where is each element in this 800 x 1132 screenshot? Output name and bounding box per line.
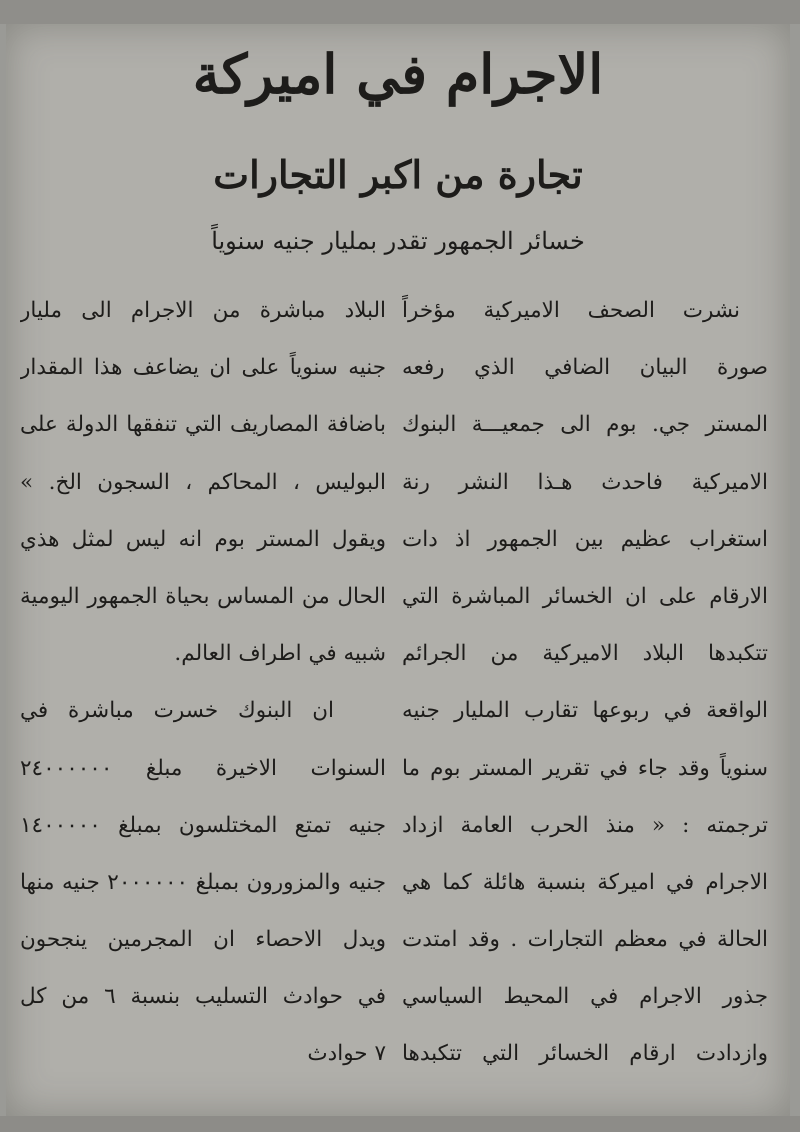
text-line: وازدادت ارقام الخسائر التي تتكبدها [402, 1041, 768, 1067]
text-line: صورة البيان الضافي الذي رفعه [402, 355, 768, 381]
text-line: الاجرام في اميركة بنسبة هائلة كما هي [402, 869, 768, 895]
text-line: جذور الاجرام في المحيط السياسي [402, 984, 768, 1010]
text-line: المستر جي. بوم الى جمعيـــة البنوك [402, 412, 768, 438]
text-line: نشرت الصحف الاميركية مؤخراً [402, 298, 740, 323]
text-line: سنوياً وقد جاء في تقرير المستر بوم ما [402, 755, 768, 781]
text-line: تتكبدها البلاد الاميركية من الجرائم [402, 641, 768, 667]
article-column-left [20, 282, 386, 1083]
text-line: الاميركية فاحدث هـذا النشر رنة [402, 469, 768, 495]
text-line: جنيه تمتع المختلسون بمبلغ ١٤٠٠٠٠٠ [20, 812, 386, 838]
text-line: الحالة في معظم التجارات . وقد امتدت [402, 927, 768, 953]
article-tagline: خسائر الجمهور تقدر بمليار جنيه سنوياً [211, 227, 585, 255]
text-line: شبيه في اطراف العالم. [174, 641, 386, 667]
article-headline: الاجرام في اميركة [192, 42, 604, 106]
text-line: ويقول المستر بوم انه ليس لمثل هذي [20, 526, 386, 552]
text-line: باضافة المصاريف التي تنفقها الدولة على [20, 412, 386, 438]
text-line: البوليس ، المحاكم ، السجون الخ. » [20, 469, 386, 495]
scan-bottom-edge [0, 1116, 800, 1132]
article-subheadline: تجارة من اكبر التجارات [213, 152, 583, 197]
text-line: جنيه والمزورون بمبلغ ٢٠٠٠٠٠٠ جنيه منها [20, 869, 386, 895]
text-line: السنوات الاخيرة مبلغ ٢٤٠٠٠٠٠٠ [20, 755, 386, 781]
text-line: الواقعة في ربوعها تقارب المليار جنيه [402, 698, 768, 724]
article-column-right [402, 282, 768, 1083]
text-line: جنيه سنوياً على ان يضاعف هذا المقدار [20, 355, 386, 381]
text-line: الحال من المساس بحياة الجمهور اليومية [20, 583, 386, 609]
scan-top-edge [0, 0, 800, 24]
text-line: الارقام على ان الخسائر المباشرة التي [402, 583, 768, 609]
text-line: ويدل الاحصاء ان المجرمين ينجحون [20, 927, 386, 953]
newspaper-clipping [6, 24, 790, 1116]
text-line: ٧ حوادث [307, 1041, 386, 1067]
text-line: ان البنوك خسرت مباشرة في [20, 698, 334, 724]
text-line: في حوادث التسليب بنسبة ٦ من كل [20, 984, 386, 1010]
text-line: استغراب عظيم بين الجمهور اذ دات [402, 526, 768, 552]
text-line: ترجمته : « منذ الحرب العامة ازداد [402, 812, 768, 838]
text-line: البلاد مباشرة من الاجرام الى مليار [20, 298, 386, 323]
